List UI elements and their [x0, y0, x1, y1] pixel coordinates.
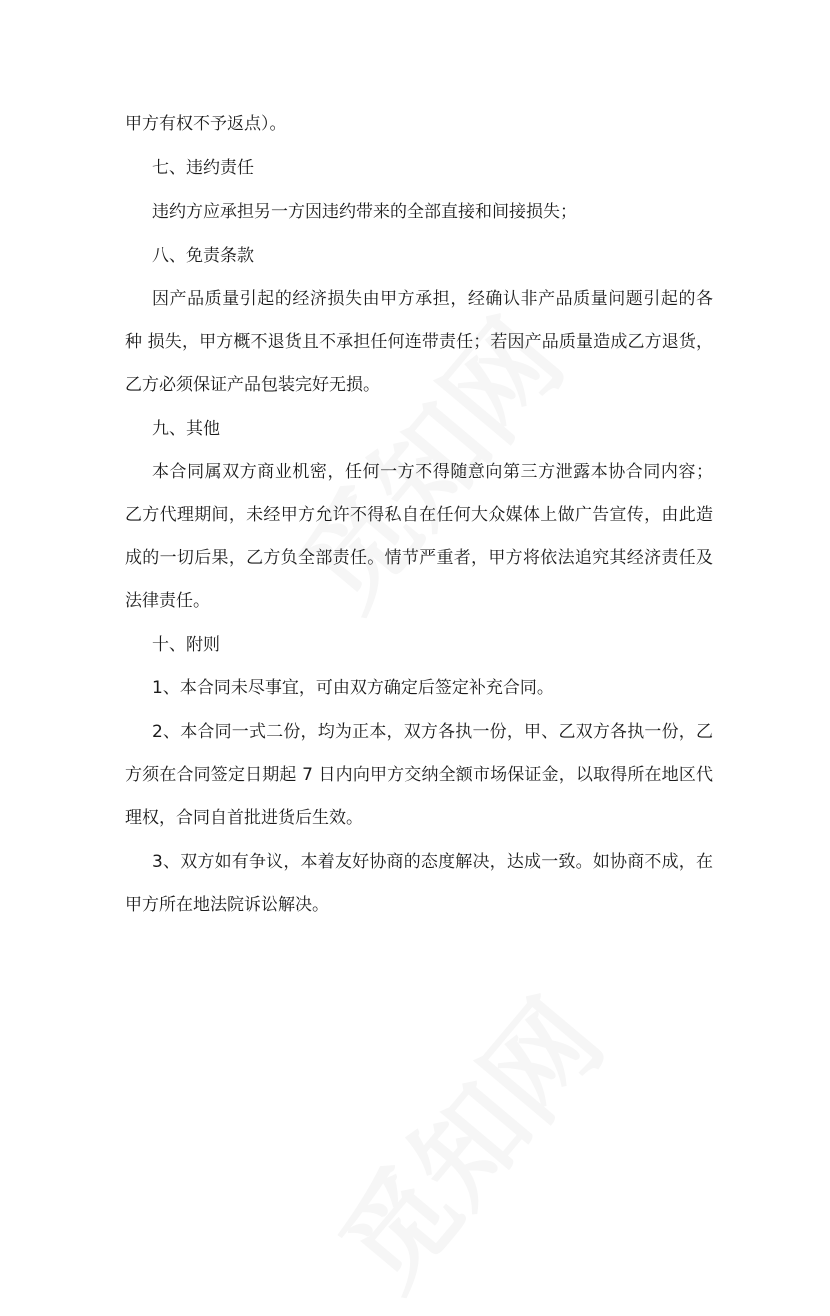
text-line: 违约方应承担另一方因违约带来的全部直接和间接损失；: [152, 202, 577, 222]
text-line: 3、双方如有争议，本着友好协商的态度解决，达成一致。如协商不成，在: [152, 852, 713, 872]
text-line: 1、本合同未尽事宜，可由双方确定后签定补充合同。: [152, 678, 554, 698]
text-line: 乙方代理期间，未经甲方允许不得私自在任何大众媒体上做广告宣传，由此造: [125, 505, 713, 525]
text-line: 理权，合同自首批进货后生效。: [125, 808, 363, 828]
text-line: 种 损失，甲方概不退货且不承担任何连带责任；若因产品质量造成乙方退货，: [125, 332, 713, 352]
text-line: 本合同属双方商业机密，任何一方不得随意向第三方泄露本协合同内容；: [152, 462, 713, 482]
text-line: 因产品质量引起的经济损失由甲方承担，经确认非产品质量问题引起的各: [152, 289, 713, 309]
text-line: 甲方所在地法院诉讼解决。: [125, 895, 329, 915]
text-line: 方须在合同签定日期起 7 日内向甲方交纳全额市场保证金，以取得所在地区代: [125, 765, 713, 785]
section-heading: 八、免责条款: [152, 246, 254, 266]
text-line: 甲方有权不予返点）。: [125, 114, 287, 134]
text-line: 成的一切后果，乙方负全部责任。情节严重者，甲方将依法追究其经济责任及: [125, 548, 713, 568]
section-heading: 十、附则: [152, 635, 220, 655]
section-heading: 七、违约责任: [152, 158, 254, 178]
text-line: 法律责任。: [125, 591, 210, 611]
text-line: 乙方必须保证产品包装完好无损。: [125, 375, 380, 395]
section-heading: 九、其他: [152, 419, 220, 439]
watermark: [298, 962, 631, 1316]
text-line: 2、本合同一式二份，均为正本，双方各执一份，甲、乙双方各执一份，乙: [152, 722, 713, 742]
